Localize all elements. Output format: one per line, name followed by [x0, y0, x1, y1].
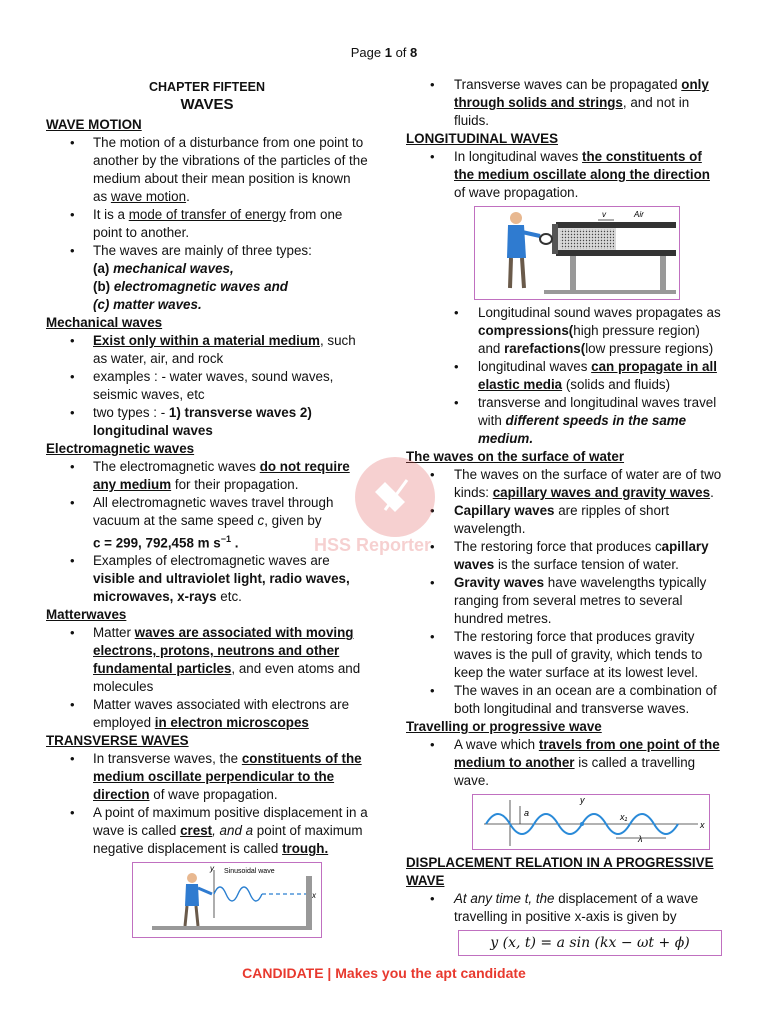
travelling-wave-figure: [472, 794, 710, 850]
list-item: • Capillary waves are ripples of short wavelength.: [406, 502, 724, 538]
support-left: [570, 256, 576, 292]
left-column: [46, 76, 368, 942]
heading-wave-motion: WAVE MOTION: [46, 117, 142, 132]
person-arm: [522, 232, 540, 236]
person-head: [510, 212, 522, 224]
list-item: • The restoring force that produces capillary waves is the surface tension of water.: [406, 538, 724, 574]
list-item: • A wave which travels from one point of the medium to another is called a travelling wave.: [406, 736, 724, 790]
wall: [306, 876, 312, 930]
list-item: • Matter waves associated with electrons are employed in electron microscopes: [46, 696, 368, 732]
heading-travelling-wave: Travelling or progressive wave: [406, 719, 602, 734]
list-item: • At any time t, the displacement of a wave travelling in positive x-axis is given by: [406, 890, 724, 926]
longitudinal-list: [406, 148, 724, 202]
displacement-list: [406, 890, 724, 926]
list-item: • two types : - 1) transverse waves 2) longitudinal waves: [46, 404, 368, 440]
list-item: • transverse and longitudinal waves travel with different speeds in the same medium.: [406, 394, 724, 448]
list-item: • The restoring force that produces gravity waves is the pull of gravity, which tends to keep the water surface at its lowest level.: [406, 628, 724, 682]
fig-a-label: a: [524, 808, 530, 818]
list-item: • examples : - water waves, sound waves, seismic waves, etc: [46, 368, 368, 404]
list-item: • The electromagnetic waves do not require any medium for their propagation.: [46, 458, 368, 494]
page-title: WAVES: [180, 96, 234, 113]
fig-x1-label: x₁: [620, 812, 628, 822]
list-item: • It is a mode of transfer of energy from one point to another.: [46, 206, 368, 242]
heading-mechanical-waves: Mechanical waves: [46, 315, 163, 330]
fig-lambda-label: λ: [638, 834, 643, 844]
fig-x-label: x: [700, 820, 705, 830]
transverse-wave-diagram: [132, 862, 322, 938]
footer-tagline: CANDIDATE | Makes you the apt candidate: [242, 965, 526, 981]
transverse-wave-figure: [132, 862, 322, 938]
matter-list: [46, 624, 368, 732]
list-item: • Transverse waves can be propagated only through solids and strings, and not in fluids.: [406, 76, 724, 130]
sinusoidal-wave: [214, 887, 262, 901]
list-item: • Exist only within a material medium, such as water, air, and rock: [46, 332, 368, 368]
list-item: • The waves in an ocean are a combination of both longitudinal and transverse waves.: [406, 682, 724, 718]
transverse-list: [46, 750, 368, 858]
list-item: • In transverse waves, the constituents of the medium oscillate perpendicular to the direction of wave propagation.: [46, 750, 368, 804]
heading-displacement-relation: DISPLACEMENT RELATION IN A PROGRESSIVE WAVE: [406, 855, 714, 888]
longitudinal-list-cont: [406, 304, 724, 448]
chapter-label: CHAPTER FIFTEEN: [149, 80, 265, 94]
list-item: • longitudinal waves can propagate in all elastic media (solids and fluids): [406, 358, 724, 394]
floor: [544, 290, 676, 294]
water-waves-list: [406, 466, 724, 718]
list-item: • A point of maximum positive displacement in a wave is called crest, and a point of maximum negative displacement is called trough.: [46, 804, 368, 858]
piston-handle: [540, 234, 552, 244]
list-item: • The waves are mainly of three types: (a) mechanical waves, (b) electromagnetic waves and (c) matter waves.: [46, 242, 368, 314]
tube-top: [556, 222, 676, 228]
list-item: • Matter waves are associated with moving electrons, protons, neutrons and other fundamental particles, and even atoms and molecules: [46, 624, 368, 696]
list-item: • The waves on the surface of water are of two kinds: capillary waves and gravity waves.: [406, 466, 724, 502]
wave-motion-list: [46, 134, 368, 314]
fig-air-label: Air: [634, 210, 644, 219]
transverse-list-cont: [406, 76, 724, 130]
floor: [152, 926, 312, 930]
person-legs: [185, 906, 198, 926]
heading-matter-waves: Matterwaves: [46, 607, 127, 623]
heading-electromagnetic-waves: Electromagnetic waves: [46, 441, 195, 456]
electromagnetic-list: [46, 458, 368, 606]
list-item: • Examples of electromagnetic waves are visible and ultraviolet light, radio waves, microwaves, x-rays etc.: [46, 552, 368, 606]
air-particles: [560, 229, 614, 249]
heading-longitudinal-waves: LONGITUDINAL WAVES: [406, 131, 559, 146]
support-right: [660, 256, 666, 292]
mechanical-list: [46, 332, 368, 440]
person-body: [185, 884, 199, 906]
list-item: • Longitudinal sound waves propagates as compressions(high pressure region) and rarefactions(low pressure regions): [406, 304, 724, 358]
watermark-text: HSS Reporter: [314, 535, 432, 555]
displacement-formula: y (x, t) = a sin (kx − ωt + ϕ): [458, 930, 722, 956]
longitudinal-wave-figure: [474, 206, 680, 300]
person-head: [187, 873, 197, 883]
fig-y-label: y: [580, 795, 585, 805]
person-arm: [198, 888, 212, 894]
person-legs: [510, 258, 524, 288]
tube-bottom: [556, 250, 676, 256]
page-number: Page 1 of 8: [350, 45, 418, 60]
right-column: [406, 76, 724, 956]
list-item: • All electromagnetic waves travel through vacuum at the same speed c, given by c = 299, 792,458 m $s^{-1}$ .: [46, 494, 368, 552]
list-item: • Gravity waves have wavelengths typically ranging from several metres to several hundred metres.: [406, 574, 724, 628]
travelling-wave-diagram: [472, 794, 710, 850]
travelling-list: [406, 736, 724, 790]
heading-transverse-waves: TRANSVERSE WAVES: [46, 733, 189, 749]
fig-v-label: v: [602, 210, 606, 219]
person-body: [507, 225, 526, 258]
fig-y-label: y: [210, 864, 214, 874]
list-item: • The motion of a disturbance from one point to another by the vibrations of the particles of the medium about their mean position is known as wave motion.: [46, 134, 368, 206]
point-marker: [580, 822, 584, 826]
longitudinal-wave-diagram: [474, 206, 680, 300]
heading-water-waves: The waves on the surface of water: [406, 449, 625, 464]
fig-x-label: x: [312, 891, 316, 901]
fig-label-sinusoidal: Sinusoidal wave: [224, 868, 275, 876]
list-item: • In longitudinal waves the constituents of the medium oscillate along the direction of wave propagation.: [406, 148, 724, 202]
